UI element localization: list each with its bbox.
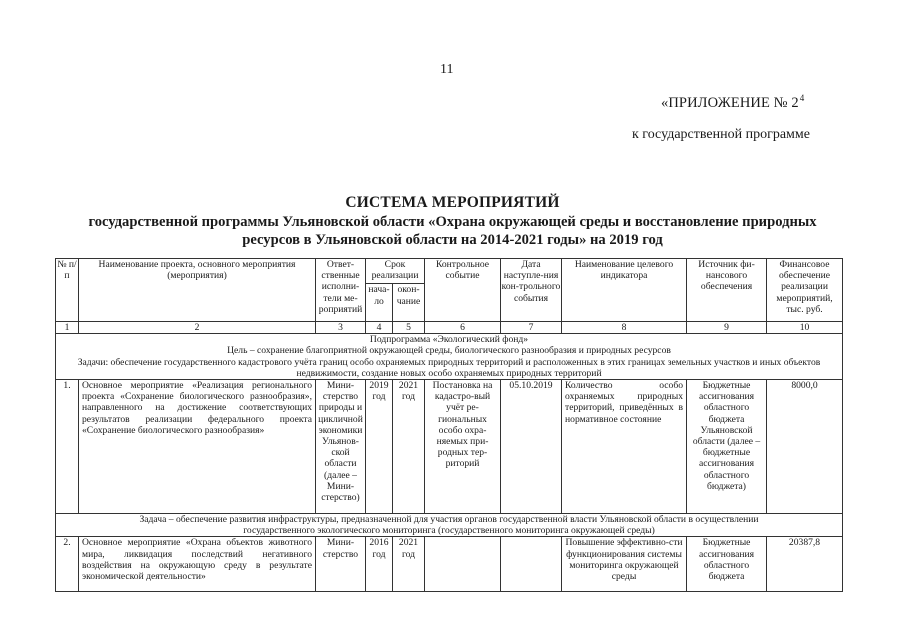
column-numbers-row bbox=[56, 322, 843, 334]
row-start: 2016 год bbox=[366, 537, 393, 592]
row-date bbox=[501, 537, 562, 592]
row-executor: Мини-стерство bbox=[316, 537, 366, 592]
column-number: 7 bbox=[501, 322, 562, 334]
appendix-text: «ПРИЛОЖЕНИЕ № 2 bbox=[661, 95, 799, 111]
row-executor: Мини-стерство природы и цикличной экономики Ульянов-ской области (далее – Мини-стерство) bbox=[316, 380, 366, 514]
appendix-label bbox=[661, 93, 804, 112]
column-number: 4 bbox=[366, 322, 393, 334]
row-indicator: Повышение эффективно-сти функционирования системы мониторинга окружающей среды bbox=[562, 537, 687, 592]
column-number: 8 bbox=[562, 322, 687, 334]
measures-table bbox=[55, 258, 843, 592]
row-num: 2. bbox=[56, 537, 79, 592]
row-start: 2019 год bbox=[366, 380, 393, 514]
row-end: 2021 год bbox=[393, 537, 425, 592]
row-control-event: Постановка на кадастро-вый учёт ре-гиональных особо охра-няемых при-родных тер-риторий bbox=[425, 380, 501, 514]
document-title: СИСТЕМА МЕРОПРИЯТИЙ bbox=[345, 194, 560, 211]
appendix-subtitle: к государственной программе bbox=[632, 127, 810, 142]
table-row bbox=[56, 380, 843, 514]
column-number: 9 bbox=[687, 322, 767, 334]
row-name: Основное мероприятие «Охрана объектов животного мира, ликвидация последствий негативного воздействия на окружающую среду в результате экономической деятельности» bbox=[79, 537, 316, 592]
column-number: 2 bbox=[79, 322, 316, 334]
column-number: 1 bbox=[56, 322, 79, 334]
subprogram-goal: Цель – сохранение благоприятной окружающей среды, биологического разнообразия и природных ресурсов bbox=[227, 345, 671, 357]
task-row bbox=[56, 514, 843, 537]
row-funding: 8000,0 bbox=[767, 380, 843, 514]
subprogram-name: Подпрограмма «Экологический фонд» bbox=[369, 334, 529, 346]
header-num: № п/п bbox=[56, 259, 79, 322]
row-num: 1. bbox=[56, 380, 79, 514]
row-name: Основное мероприятие «Реализация регионального проекта «Сохранение биологического разнообразия», направленного на достижение соответствующих результатов реализации федерального проекта «Сохранение биологического разнообразия» bbox=[79, 380, 316, 514]
header-funding: Финансовое обеспечение реализации мероприятий, тыс. руб. bbox=[767, 259, 843, 322]
subprogram-cell bbox=[56, 334, 843, 380]
page-number: 11 bbox=[440, 62, 454, 77]
row-control-event bbox=[425, 537, 501, 592]
appendix-footnote: 4 bbox=[799, 93, 805, 103]
task-cell: Задача – обеспечение развития инфраструктуры, предназначенной для участия органов государственной власти Ульяновской области в осуществлении государственного экологического мониторинга (государственного мониторинга окружающей среды) bbox=[56, 514, 843, 537]
row-source: Бюджетные ассигнования областного бюджета Ульяновской области (далее – бюджетные ассигнования областного бюджета) bbox=[687, 380, 767, 514]
table-row bbox=[56, 537, 843, 592]
header-end: окон-чание bbox=[393, 284, 425, 322]
row-date: 05.10.2019 bbox=[501, 380, 562, 514]
header-source: Источник фи-нансового обеспечения bbox=[687, 259, 767, 322]
row-indicator: Количество особо охраняемых природных территорий, приведённых в нормативное состояние bbox=[562, 380, 687, 514]
column-number: 3 bbox=[316, 322, 366, 334]
subprogram-tasks: Задачи: обеспечение государственного кадастрового учёта границ особо охраняемых природных территорий и расположенных в этих границах земельных участков и иных объектов недвижимости, создание новых особо охраняемых природных территорий bbox=[77, 356, 821, 379]
header-control-event: Контрольное событие bbox=[425, 259, 501, 322]
document-subtitle: государственной программы Ульяновской области «Охрана окружающей среды и восстановление природных ресурсов в Ульяновской области на 2014-2021 годы» на 2019 год bbox=[88, 214, 817, 248]
column-number: 10 bbox=[767, 322, 843, 334]
header-period: Срок реализации bbox=[366, 259, 425, 284]
subprogram-row bbox=[56, 334, 843, 380]
header-start: нача-ло bbox=[366, 284, 393, 322]
header-indicator: Наименование целевого индикатора bbox=[562, 259, 687, 322]
column-number: 6 bbox=[425, 322, 501, 334]
header-date: Дата наступле-ния кон-трольного события bbox=[501, 259, 562, 322]
header-executors: Ответ-ственные исполни-тели ме-роприятий bbox=[316, 259, 366, 322]
header-row bbox=[56, 259, 843, 284]
row-funding: 20387,8 bbox=[767, 537, 843, 592]
row-source: Бюджетные ассигнования областного бюджета bbox=[687, 537, 767, 592]
row-end: 2021 год bbox=[393, 380, 425, 514]
column-number: 5 bbox=[393, 322, 425, 334]
header-name: Наименование проекта, основного мероприятия (мероприятия) bbox=[79, 259, 316, 322]
